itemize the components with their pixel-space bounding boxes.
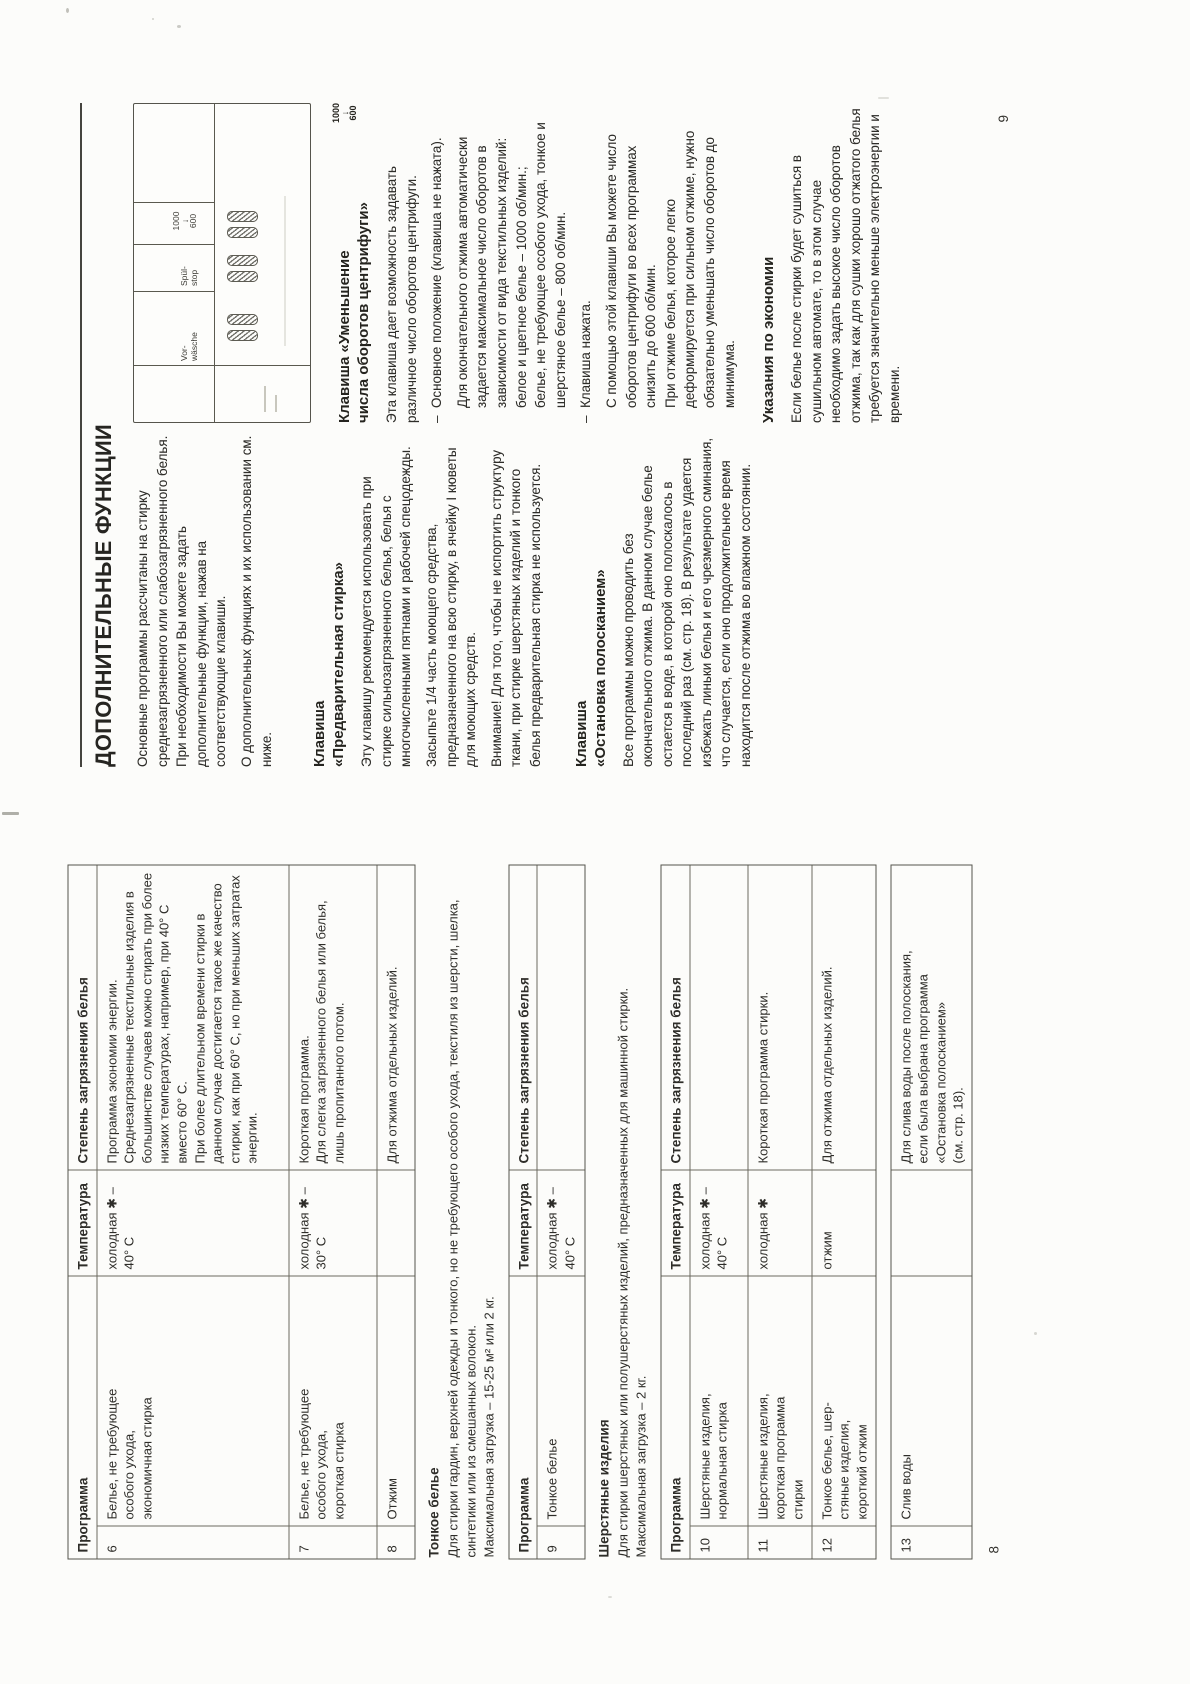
two-column-layout [133,103,911,767]
spin-reduce-heading [331,103,373,423]
soil-description [690,866,747,1171]
temperature-value: холодная ✱ – 30° C [289,1171,376,1277]
spin-intro: Эта клавиша дает возможность задавать различное число оборотов центрифуги. [384,166,419,423]
temperature-value [377,1171,414,1277]
program-name: Слив воды [891,1277,971,1527]
figure-cell-end-line [134,202,214,203]
prewash-heading-line2: «Предварительная стирка» [330,562,348,767]
program-name: Отжим [377,1277,414,1527]
spin-badge: 1000 ↓ 600 [331,103,358,124]
program-table-a [68,865,416,1560]
column-header-soil: Степень загрязнения белья [662,866,690,1171]
column-header-program: Программа [668,1477,684,1553]
temperature-value [891,1171,971,1277]
temperature-value: холодная ✱ – 40° C [690,1171,747,1277]
program-number: 10 [697,1538,713,1553]
prewash-para2: Засыпьте 1/4 часть моющего средства, предназначенного на всю стирку, в ячейку I кюветы для моющих средств. [423,447,479,767]
table-row-12 [811,866,875,1559]
figure-faint-line [284,196,286,346]
economy-heading: Указания по экономии [760,256,778,423]
spin-list-item-1 [427,103,451,423]
scan-margin-dash [2,812,19,815]
program-name: Белье, не требующее особого ухода, короткая стирка [289,1277,376,1527]
rinse-stop-button-label: Spül- stop [134,245,214,292]
spin-item2-label: Клавиша нажата. [578,300,594,408]
soil-description: Для отжима отдельных изделий. [377,866,414,1171]
program-number: 13 [898,1538,914,1553]
page-number-9: 9 [996,115,1011,123]
spin-reduce-button-label: 1000 ↓ 600 [134,203,214,245]
table-header-row [662,866,690,1559]
prewash-button-label: Vor- wäsche [179,332,199,361]
temperature-value: холодная ✱ – 40° C [97,1171,288,1277]
figure-faint-caption [264,386,266,412]
program-table-c [661,865,876,1560]
scan-speck [608,1596,612,1598]
down-arrow-icon: ↓ [339,110,350,116]
column-header-program: Программа [516,1477,532,1553]
rinse-stop-heading-line1: Клавиша [572,700,590,767]
program-number: 7 [296,1545,312,1553]
economy-para: Если белье после стирки будет сушиться в сушильном автомате, то в этом случае необходимо задать высокое число оборотов отжима, так как для сушки хорошо отжатого белья требуется значительно меньше электроэнергии и времени. [789,108,903,423]
dash-bullet: – [429,415,445,423]
program-table-b [508,865,586,1560]
program-number: 12 [819,1538,835,1553]
soil-description: Короткая программа. Для слегка загрязненного белья или белья, лишь пропитанного потом. [289,866,376,1171]
figure-faint-caption [275,395,277,412]
scan-speck [878,97,889,99]
spin-list-item-2 [576,103,600,423]
program-name: Белье, не требующее особого ухода, экономичная стирка [97,1277,288,1527]
scan-speck [152,18,154,20]
prewash-para3: Внимание! Для того, чтобы не испортить структуру ткани, при стирке шерстяных изделий и тонкого белья предварительная стирка не используется. [488,449,543,767]
table-row-6 [96,866,288,1559]
column-header-soil: Степень загрязнения белья [69,866,97,1171]
table-header-row [69,866,97,1559]
section-text: Для стирки гардин, верхней одежды и тонкого, но не требующего особого ухода, текстиля из шерсти, шелка, синтетики или из смешанных волокон. [445,899,479,1558]
temperature-value: отжим [812,1171,875,1277]
scan-speck [1034,1332,1037,1335]
prewash-para1: Эту клавишу рекомендуется использовать при стирке сильнозагрязненного белья, белья с многочисленными пятнами и рабочей спецодежды. [359,446,414,767]
program-number: 11 [755,1539,771,1553]
soil-description [538,866,585,1171]
page-number-8: 8 [986,1545,1002,1554]
right-column [133,103,911,423]
table-row-13 [891,866,971,1559]
section-load: Максимальная загрузка – 2 кг. [633,1375,649,1558]
intro-note: О дополнительных функциях и их использовании см. ниже. [238,435,274,767]
program-name: Шерстяные изделия, короткая программа стирки [748,1277,811,1527]
program-number: 6 [104,1545,120,1553]
page-title: ДОПОЛНИТЕЛЬНЫЕ ФУНКЦИИ [91,424,116,767]
table-row-7 [288,866,376,1559]
program-table-d [890,865,972,1560]
spin-heading-line1: Клавиша «Уменьшение [336,250,353,423]
page-9 [70,95,1030,775]
section-load: Максимальная загрузка – 15-25 м² или 2 кг. [481,1296,497,1558]
table-header-row [509,866,537,1559]
spin-item2-text: С помощью этой клавиши Вы можете число оборотов центрифуги во всех программах снизить до 600 об/мин. При отжиме белья, которое легко деформируется при сильном отжиме, нужно обязательно уменьшать число оборотов до минимума. [603,130,737,408]
prewash-button-icon [227,314,258,341]
column-header-temperature: Температура [69,1171,97,1277]
figure-divider-line [214,104,215,422]
top-rule [80,103,82,767]
column-header-temperature: Температура [662,1171,690,1277]
soil-description: Для слива воды после полоскания, если была выбрана программа «Остановка полосканием» (см. стр. 18). [891,866,971,1171]
section-text: Для стирки шерстяных или полушерстяных изделий, предназначенных для машинной стирки. [615,987,631,1558]
program-name: Шерстяные изделия, нормальная стирка [690,1277,747,1527]
soil-description: Программа экономии энергии. Среднезагрязненные текстильные изделия в большинстве случаев можно стирать при более низких температурах, например, при 40° C вместо 60° C. При более длительном времени стирки в данном случае достигается такое же качество стирки, как при 60° C, но при меньших затратах энергии. [97,866,288,1171]
page-8 [55,855,1095,1570]
section-wool [588,865,661,1560]
scan-speck [66,8,69,13]
program-number: 8 [384,1545,400,1553]
table-gap [878,865,890,1560]
rinse-stop-button-icon [227,255,258,282]
column-header-soil: Степень загрязнения белья [509,866,537,1171]
section-heading: Тонкое белье [426,1467,442,1558]
table-row-10 [689,866,747,1559]
program-number: 9 [544,1545,560,1553]
temperature-value: холодная ✱ [748,1171,811,1277]
rinse-stop-heading [572,435,610,767]
rinse-stop-heading-line2: «Остановка полосканием» [591,569,609,767]
table-row-9 [537,866,585,1559]
left-column [133,435,911,767]
spin-item1-label: Основное положение (клавиша не нажата). [429,137,445,408]
table-row-11 [747,866,811,1559]
intro-paragraph: Основные программы рассчитаны на стирку среднезагрязненного или слабозагрязненного белья. При необходимости Вы можете задать дополнительные функции, нажав на соответствующие клавиши. [135,435,229,767]
program-name: Тонкое белье, шер- стяные изделия, короткий отжим [812,1277,875,1527]
prewash-heading [310,435,348,767]
scan-speck [177,25,181,28]
dash-bullet: – [578,415,594,423]
prewash-heading-line1: Клавиша [311,700,329,767]
section-heading: Шерстяные изделия [596,1419,612,1558]
rinse-stop-para: Все программы можно проводить без окончательного отжима. В данном случае белье остается в воде, в которой оно полоскалось в последний раз (см. стр. 18). В результате удается избежать линьки белья и его чрезмерного сминания, что случается, если оно продолжительное время находится после отжима во влажном состоянии. [620,437,754,767]
table-row-8 [376,866,414,1559]
temperature-value: холодная ✱ – 40° C [538,1171,585,1277]
soil-description: Для отжима отдельных изделий. [812,866,875,1171]
soil-description: Короткая программа стирки. [748,866,811,1171]
program-name: Тонкое белье [538,1277,585,1527]
spin-heading-line2: числа оборотов центрифуги» [355,202,372,423]
column-header-temperature: Температура [509,1171,537,1277]
section-delicates [417,865,508,1560]
column-header-program: Программа [75,1477,91,1553]
spin-item1-text: Для окончательного отжима автоматически задается максимальное число оборотов в зависимости от вида текстильных изделий: белое и цветное белье – 1000 об/мин.; белье, не требующее особого ухода, тонкое и шерстяное белье – 800 об/мин. [454,122,568,408]
down-arrow-icon: ↓ [179,218,190,224]
control-panel-figure [133,103,311,423]
spin-reduce-button-icon [227,211,258,238]
